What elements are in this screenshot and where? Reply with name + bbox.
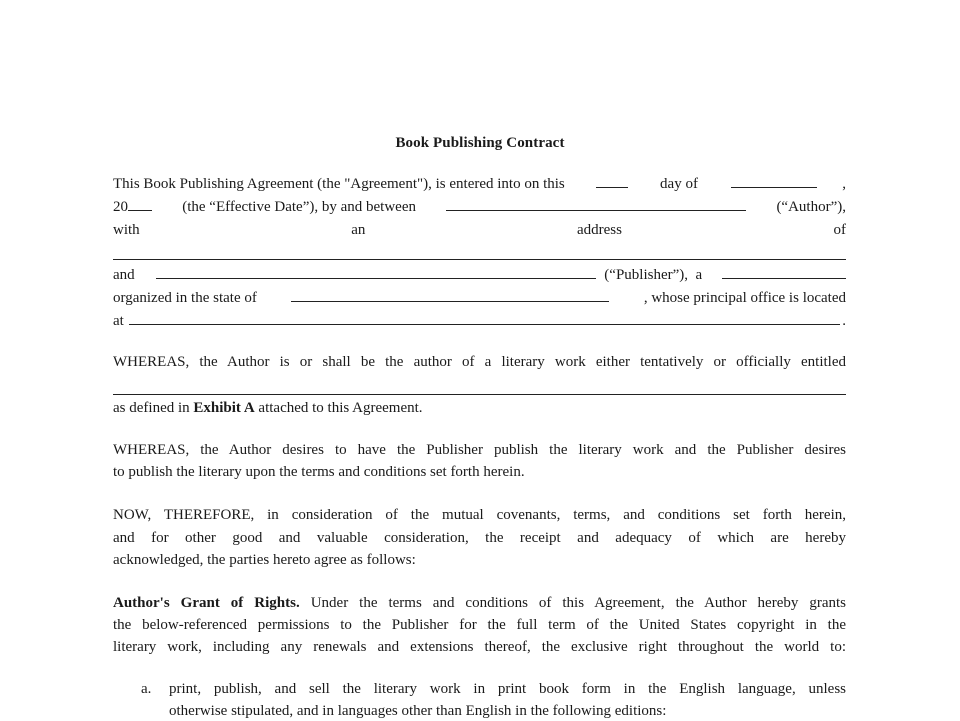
whereas2-line-1: WHEREAS, the Author desires to have the Publisher publish the literary work and the Publisher desires xyxy=(113,442,846,458)
list-item-a-line-1: print, publish, and sell the literary work in print book form in the English language, unless xyxy=(169,681,846,697)
author-address-blank[interactable] xyxy=(113,259,846,260)
intro-line-3: with an address of xyxy=(113,222,846,238)
grant-line-3: literary work, including any renewals and extensions thereof, the exclusive right throughout the world to: xyxy=(113,639,846,655)
state-blank[interactable] xyxy=(291,288,609,302)
month-blank[interactable] xyxy=(731,174,817,188)
now-therefore-line-1: NOW, THEREFORE, in consideration of the mutual covenants, terms, and conditions set forth herein, xyxy=(113,507,846,523)
whereas1-line-1: WHEREAS, the Author is or shall be the author of a literary work either tentatively or officially entitled xyxy=(113,354,846,370)
intro-line-7: at . xyxy=(113,313,846,329)
intro-line-2: 20 (the “Effective Date”), by and between (“Author”), xyxy=(113,199,846,215)
document-title: Book Publishing Contract xyxy=(395,135,565,151)
publisher-name-blank[interactable] xyxy=(156,265,596,279)
year-blank[interactable] xyxy=(128,197,152,211)
exhibit-a-reference: Exhibit A xyxy=(193,400,255,416)
intro-line-6: organized in the state of , whose principal office is located xyxy=(113,290,846,306)
grant-line-1: Author's Grant of Rights. Under the terms and conditions of this Agreement, the Author hereby grants xyxy=(113,595,846,611)
entity-type-blank[interactable] xyxy=(722,265,846,279)
list-item-a-line-2: otherwise stipulated, and in languages other than English in the following editions: xyxy=(169,703,667,719)
now-therefore-line-3: acknowledged, the parties hereto agree as follows: xyxy=(113,552,416,568)
whereas1-line-3: as defined in Exhibit A attached to this Agreement. xyxy=(113,400,423,416)
intro-line-1: This Book Publishing Agreement (the "Agreement"), is entered into on this day of , xyxy=(113,176,846,192)
grant-line-2: the below-referenced permissions to the Publisher for the full term of the United States copyright in the xyxy=(113,617,846,633)
whereas2-line-2: to publish the literary upon the terms and conditions set forth herein. xyxy=(113,464,525,480)
grant-heading: Author's Grant of Rights. xyxy=(113,595,300,611)
now-therefore-line-2: and for other good and valuable consideration, the receipt and adequacy of which are hereby xyxy=(113,530,846,546)
list-marker-a: a. xyxy=(141,681,152,697)
work-title-blank[interactable] xyxy=(113,394,846,395)
day-blank[interactable] xyxy=(596,174,628,188)
author-name-blank[interactable] xyxy=(446,197,746,211)
intro-line-5: and (“Publisher”), a xyxy=(113,265,846,285)
principal-office-blank[interactable] xyxy=(129,311,840,325)
